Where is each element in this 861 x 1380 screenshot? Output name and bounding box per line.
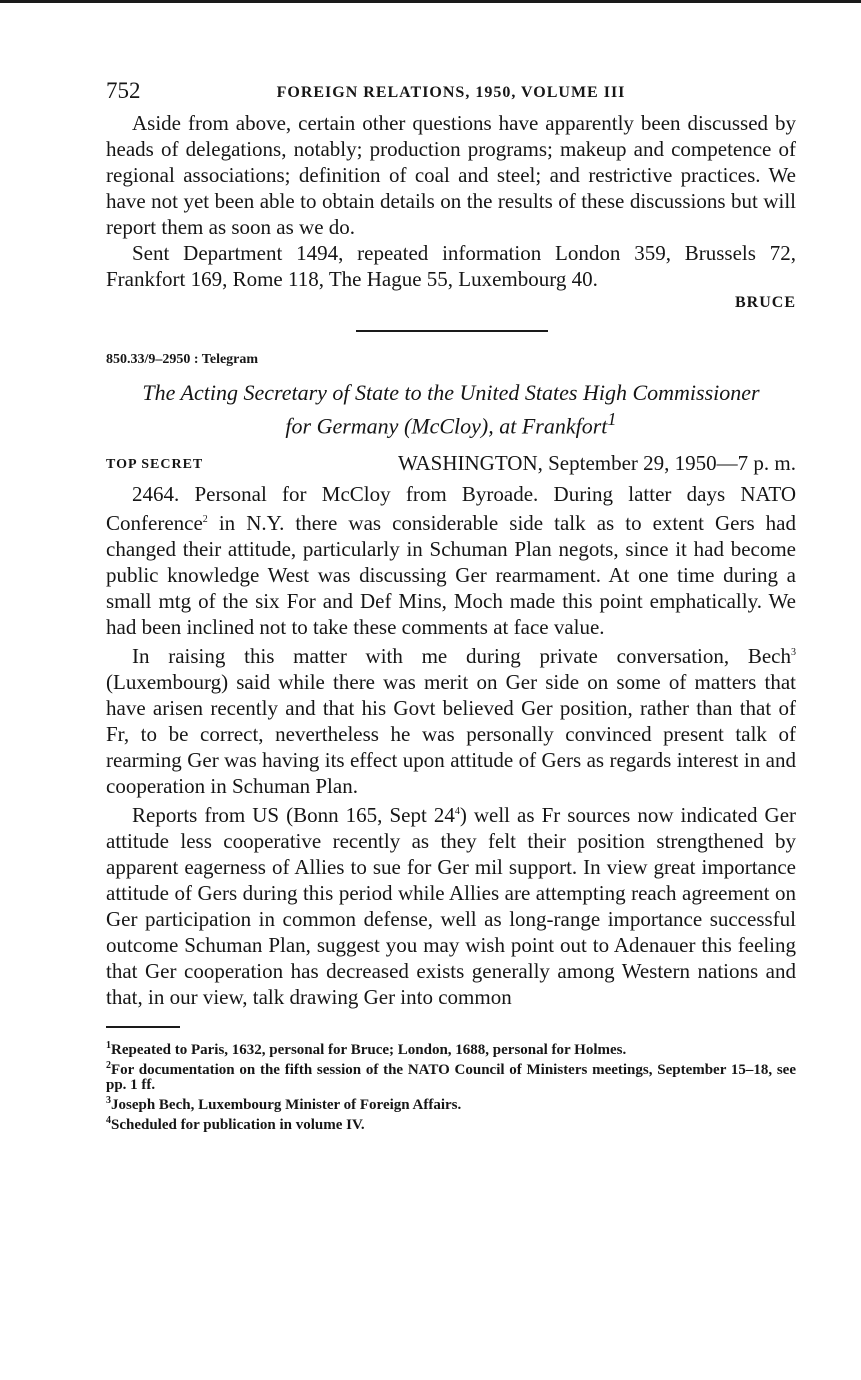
running-title: FOREIGN RELATIONS, 1950, VOLUME III bbox=[276, 84, 626, 101]
page-header bbox=[106, 78, 796, 110]
section-divider bbox=[356, 330, 548, 332]
footnote-4-text: Scheduled for publication in volume IV. bbox=[111, 1117, 365, 1134]
footnote-4-number: 4 bbox=[106, 1115, 111, 1127]
prev-paragraph-2: Sent Department 1494, repeated information London 359, Brussels 72, Frankfort 169, Rome 118, The Hague 55, Luxembourg 40. bbox=[106, 241, 796, 291]
heading-text: The Acting Secretary of State to the United States High Commissioner for Germany (McCloy), at Frankfort bbox=[142, 380, 760, 439]
paragraph-1-text-a: 2464. Personal for McCloy from Byroade. During latter days NATO Conference bbox=[106, 482, 796, 536]
file-number: 850.33/9–2950 : Telegram bbox=[106, 352, 259, 367]
prev-paragraph-1: Aside from above, certain other questions have apparently been discussed by heads of delegations, notably; production programs; makeup and competence of regional associations; definition of coal and steel; and restrictive practices. We have not yet been able to obtain details on the results of these discussions but will report them as soon as we do. bbox=[106, 111, 796, 239]
footnote-ref-2: 2 bbox=[202, 514, 208, 526]
footnote-1 bbox=[106, 1038, 796, 1058]
place-date: WASHINGTON, September 29, 1950—7 p. m. bbox=[398, 451, 796, 476]
paragraph-1-text-b: in N.Y. there was considerable side talk as to extent Gers had changed their attitude, particularly in Schuman Plan negots, since it had become public knowledge West was discussing Ger rearmament. At one time during a small mtg of the six For and Def Mins, Moch made this point emphatically. We had been inclined not to take these comments at face value. bbox=[106, 511, 796, 640]
top-border-line bbox=[0, 0, 861, 3]
footnote-2-number: 2 bbox=[106, 1060, 111, 1072]
footnote-ref-3: 3 bbox=[791, 647, 796, 659]
footnote-3-text: Joseph Bech, Luxembourg Minister of Foreign Affairs. bbox=[111, 1097, 462, 1114]
paragraph-3-text-b: ) well as Fr sources now indicated Ger attitude less cooperative recently as they felt their position strengthened by apparent eagerness of Allies to sue for Ger mil support. In view great importance attitude of Gers during this period while Allies are attempting reach agreement on Ger participation in common defense, well as long-range importance successful outcome Schuman Plan, suggest you may wish point out to Adenauer this feeling that Ger cooperation has decreased exists generally among Western nations and that, in our view, talk drawing Ger into common bbox=[106, 803, 797, 1010]
footnote-3 bbox=[106, 1093, 796, 1113]
paragraph-2-text-b: (Luxembourg) said while there was merit on Ger side on some of matters that have arisen recently and that his Govt believed Ger position, rather than that of Fr, to be correct, nevertheless he was personally convinced present talk of rearming Ger was having its effect upon attitude of Gers as regards interest in and cooperation in Schuman Plan. bbox=[106, 670, 796, 799]
footnote-1-text: Repeated to Paris, 1632, personal for Bruce; London, 1688, personal for Holmes. bbox=[111, 1042, 627, 1059]
document-heading bbox=[106, 380, 796, 439]
footnote-2 bbox=[106, 1058, 796, 1093]
footnote-divider bbox=[106, 1026, 180, 1028]
footnote-ref-4: 4 bbox=[454, 806, 460, 818]
footnote-1-number: 1 bbox=[106, 1040, 111, 1052]
dateline bbox=[106, 451, 796, 481]
body-paragraph-1 bbox=[106, 481, 796, 640]
signature: BRUCE bbox=[734, 294, 796, 311]
body-paragraph-2 bbox=[106, 640, 796, 799]
paragraph-3-text-a: Reports from US (Bonn 165, Sept 24 bbox=[132, 803, 455, 828]
footnote-2-text: For documentation on the fifth session of the NATO Council of Ministers meetings, September 15–18, see pp. 1 ff. bbox=[106, 1062, 796, 1094]
footnote-3-number: 3 bbox=[106, 1095, 111, 1107]
page-number: 752 bbox=[106, 78, 141, 103]
paragraph-2-text-a: In raising this matter with me during private conversation, Bech bbox=[132, 644, 791, 669]
classification: TOP SECRET bbox=[106, 457, 204, 473]
document-page bbox=[106, 78, 796, 1133]
heading-footnote-ref: 1 bbox=[607, 409, 617, 429]
footnote-4 bbox=[106, 1113, 796, 1133]
body-paragraph-3 bbox=[106, 799, 796, 1010]
